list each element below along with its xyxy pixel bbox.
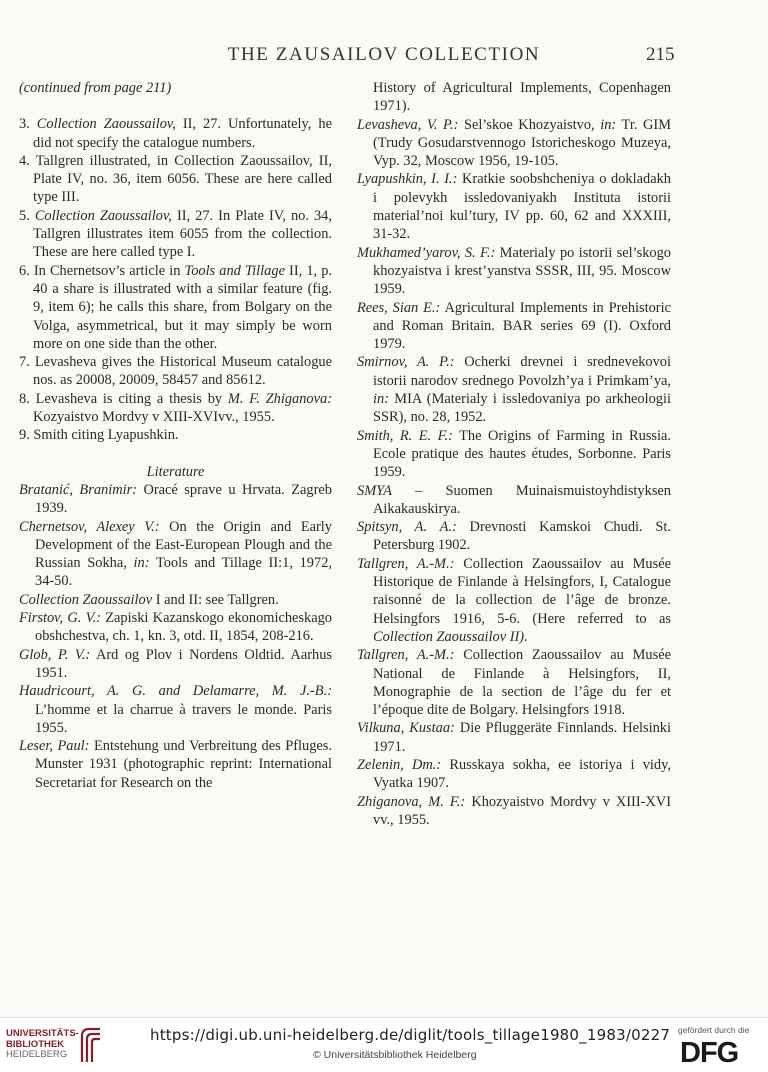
- reference-entry: Leser, Paul: Entstehung und Verbreitung des Pfluges. Munster 1931 (photographic reprint: International Secretariat for Research on the: [19, 738, 332, 791]
- reference-entry: Zelenin, Dm.: Russkaya sokha, ee istoriya i vidy, Vyatka 1907.: [357, 756, 671, 792]
- reference-entry: Tallgren, A.-M.: Collection Zaoussailov au Musée National de Finlande à Helsingfors, II, Monographie de la section de l’âge du fer et l’époque dite de Bolgary. Helsingfors 1918.: [357, 647, 671, 719]
- note: 5. Collection Zaoussailov, II, 27. In Plate IV, no. 34, Tallgren illustrates item 6055 from the collection. These are here called type I.: [19, 207, 332, 261]
- reference-entry: Collection Zaoussailov I and II: see Tallgren.: [19, 591, 279, 608]
- note: 8. Levasheva is citing a thesis by M. F. Zhiganova: Kozyaistvo Mordvy v XIII-XVIvv., 1955.: [19, 390, 332, 426]
- literature-heading: Literature: [146, 463, 205, 480]
- library-name-line: UNIVERSITÄTS-: [6, 1028, 79, 1039]
- left-column: [19, 79, 332, 792]
- continued-note: (continued from page 211): [19, 80, 172, 96]
- dfg-logo[interactable]: DFG: [680, 1037, 739, 1069]
- copyright-text: © Universitätsbibliothek Heidelberg: [313, 1049, 477, 1061]
- reference-entry: Lyapushkin, I. I.: Kratkie soobshcheniya o dokladakh i polevykh issledovaniyakh Instituta istorii material’noi kul’tury, IV pp. 60, 62 and XXXIII, 31-32.: [357, 171, 671, 243]
- reference-entry: Levasheva, V. P.: Sel’skoe Khozyaistvo, in: Tr. GIM (Trudy Gosudarstvennogo Istoricheskogo Muzeya, Vyp. 32, Moscow 1956, 19-105.: [357, 116, 672, 170]
- reference-entry: Chernetsov, Alexey V.: On the Origin and Early Development of the East-European Plough and the Russian Sokha, in: Tools and Tillage II:1, 1972, 34-50.: [19, 518, 333, 590]
- reference-entry: Vilkuna, Kustaa: Die Pfluggeräte Finnlands. Helsinki 1971.: [357, 720, 671, 755]
- reference-entry: Haudricourt, A. G. and Delamarre, M. J.-B.: L’homme et la charrue à travers le monde. Paris 1955.: [19, 683, 332, 736]
- reference-entry: SMYA – Suomen Muinaismuistoyhdistyksen Aikakauskirya.: [357, 482, 671, 517]
- library-logo[interactable]: [6, 1029, 79, 1061]
- reference-entry: Rees, Sian E.: Agricultural Implements in Prehistoric and Roman Britain. BAR series 69 (I). Oxford 1979.: [357, 299, 671, 353]
- note: 4. Tallgren illustrated, in Collection Zaoussailov, II, Plate IV, no. 36, item 6056. These are here called type III.: [19, 152, 332, 206]
- running-head: THE ZAUSAILOV COLLECTION: [227, 44, 541, 65]
- reference-entry: Zhiganova, M. F.: Khozyaistvo Mordvy v XIII-XVI vv., 1955.: [357, 793, 671, 828]
- library-name-line: HEIDELBERG: [6, 1049, 68, 1060]
- note: 6. In Chernetsov’s article in Tools and Tillage II, 1, p. 40 a share is illustrated with a similar feature (fig. 9, item 6); he calls this share, from Bolgary on the Volga, asymmetrical, but it may simply be worn more on one side than the other.: [19, 262, 332, 352]
- library-name-line: BIBLIOTHEK: [6, 1038, 65, 1050]
- reference-entry: Glob, P. V.: Ard og Plov i Nordens Oldtid. Aarhus 1951.: [19, 646, 332, 681]
- funding-note: gefördert durch die: [678, 1025, 750, 1035]
- reference-entry: Firstov, G. V.: Zapiski Kazanskogo ekonomicheskago obshchestva, ch. 1, kn. 3, otd. II, 1854, 208-216.: [19, 610, 332, 645]
- note: 3. Collection Zaoussailov, II, 27. Unfortunately, he did not specify the catalogue numbers.: [19, 116, 332, 151]
- reference-continuation: History of Agricultural Implements, Copenhagen 1971).: [373, 80, 671, 115]
- reference-entry: Smith, R. E. F.: The Origins of Farming in Russia. Ecole pratique des hautes études, Sorbonne. Paris 1959.: [357, 427, 671, 481]
- page-number: 215: [646, 44, 675, 65]
- references-list: [357, 116, 671, 830]
- references-list: [19, 481, 332, 792]
- right-column: [357, 79, 671, 829]
- reference-entry: Smirnov, A. P.: Ocherki drevnei i srednevekovoi istorii narodov srednego Povolzh’ya i Primkam’ya, in: MIA (Materialy i issledovaniya po arkheologii SSR), no. 28, 1952.: [357, 354, 672, 426]
- reference-entry: Mukhamed’yarov, S. F.: Materialy po istorii sel’skogo khozyaistva i krest’yanstva SSSR, III, 95. Moscow 1959.: [357, 244, 671, 298]
- note: 7. Levasheva gives the Historical Museum catalogue nos. as 20008, 20009, 58457 and 85612.: [19, 354, 332, 389]
- reference-entry: Bratanić, Branimir: Oracé sprave u Hrvata. Zagreb 1939.: [19, 481, 332, 517]
- notes-list: [19, 115, 332, 444]
- reference-entry: Spitsyn, A. A.: Drevnosti Kamskoi Chudi. St. Petersburg 1902.: [357, 519, 671, 554]
- viewer-footer: [0, 1017, 768, 1072]
- note: 9. Smith citing Lyapushkin.: [19, 427, 179, 444]
- permalink-url[interactable]: https://digi.ub.uni-heidelberg.de/diglit/tools_tillage1980_1983/0227: [150, 1026, 671, 1044]
- reference-entry: Tallgren, A.-M.: Collection Zaoussailov au Musée Historique de Finlande à Helsingfors, I, Catalogue raisonné de la collection de l’âge de bronze. Helsingfors 1916, 5-6. (Here referred to as Collection Zaoussailov II).: [357, 555, 671, 645]
- library-emblem-icon: [78, 1026, 104, 1064]
